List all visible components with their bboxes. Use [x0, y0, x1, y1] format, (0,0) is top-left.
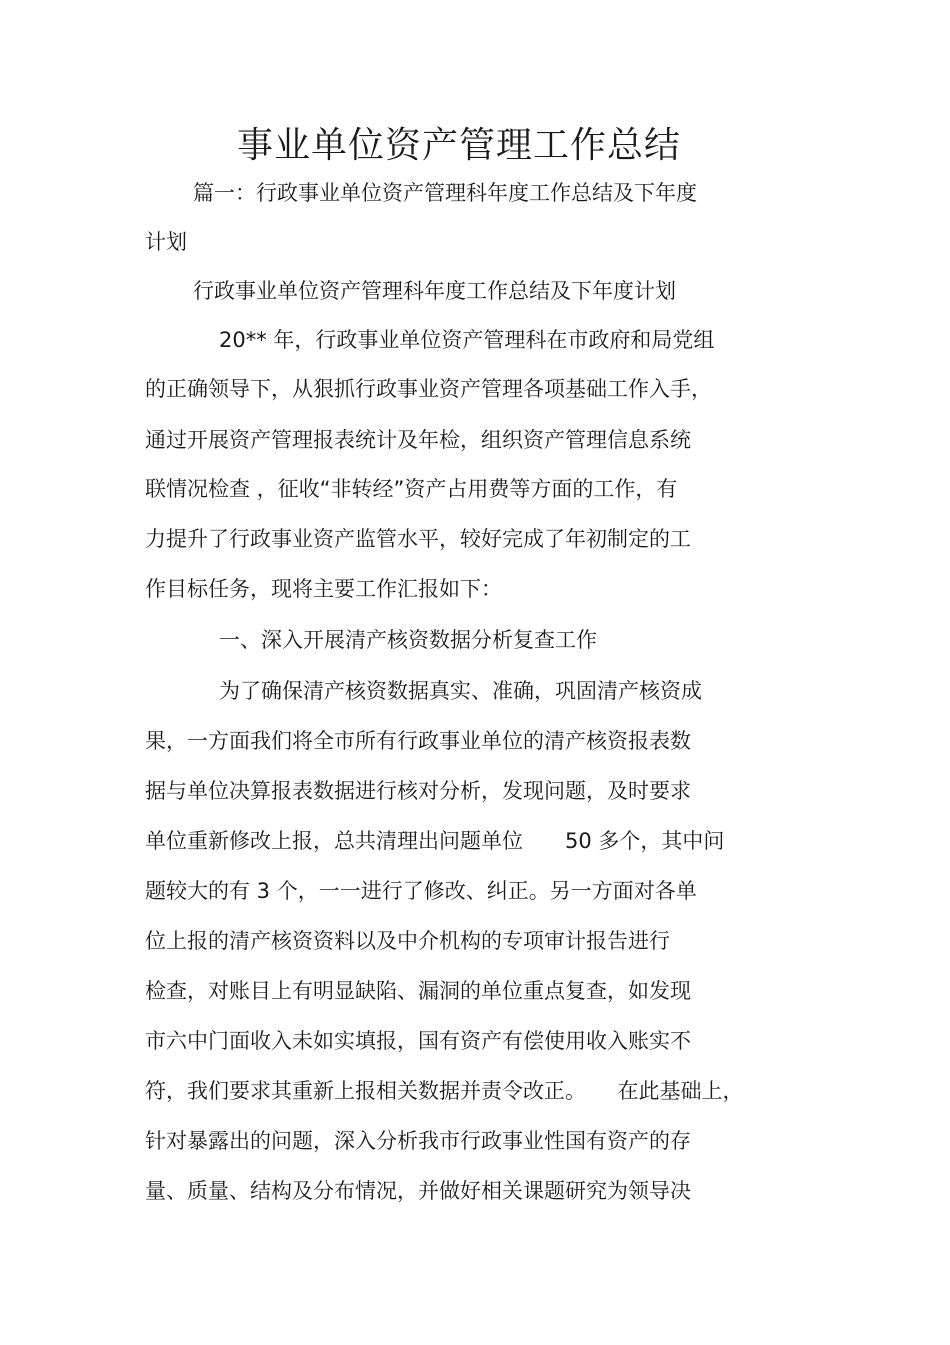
body-line: 行政事业单位资产管理科年度工作总结及下年度计划	[193, 279, 676, 303]
body-line: 量、质量、结构及分布情况，并做好相关课题研究为领导决	[145, 1179, 691, 1203]
body-line: 据与单位决算报表数据进行核对分析，发现问题，及时要求	[145, 779, 691, 803]
body-line: 果，一方面我们将全市所有行政事业单位的清产核资报表数	[145, 729, 691, 753]
body-line: 篇一：行政事业单位资产管理科年度工作总结及下年度	[193, 181, 697, 205]
section-heading: 一、深入开展清产核资数据分析复查工作	[219, 628, 597, 652]
body-line: 符，我们要求其重新上报相关数据并责令改正。 在此基础上，	[145, 1079, 744, 1103]
body-line: 针对暴露出的问题，深入分析我市行政事业性国有资产的存	[145, 1129, 691, 1153]
body-line: 的正确领导下，从狠抓行政事业资产管理各项基础工作入手，	[145, 377, 712, 401]
body-line: 为了确保清产核资数据真实、准确，巩固清产核资成	[219, 679, 702, 703]
body-line: 市六中门面收入未如实填报，国有资产有偿使用收入账实不	[145, 1029, 691, 1053]
document-title: 事业单位资产管理工作总结	[236, 125, 681, 166]
body-line: 检查，对账目上有明显缺陷、漏洞的单位重点复查，如发现	[145, 979, 691, 1003]
body-line: 通过开展资产管理报表统计及年检，组织资产管理信息系统	[145, 428, 691, 452]
body-line: 位上报的清产核资资料以及中介机构的专项审计报告进行	[145, 929, 670, 953]
body-line: 力提升了行政事业资产监管水平，较好完成了年初制定的工	[145, 527, 691, 551]
body-line: 计划	[145, 230, 187, 254]
body-line: 20** 年，行政事业单位资产管理科在市政府和局党组	[219, 328, 715, 352]
body-line: 题较大的有 3 个，一一进行了修改、纠正。另一方面对各单	[145, 879, 697, 903]
body-line: 作目标任务，现将主要工作汇报如下：	[145, 577, 502, 601]
body-line: 单位重新修改上报，总共清理出问题单位 50 多个，其中问	[145, 829, 725, 853]
body-line: 联情况检查 ，征收“非转经”资产占用费等方面的工作，有	[145, 477, 678, 501]
